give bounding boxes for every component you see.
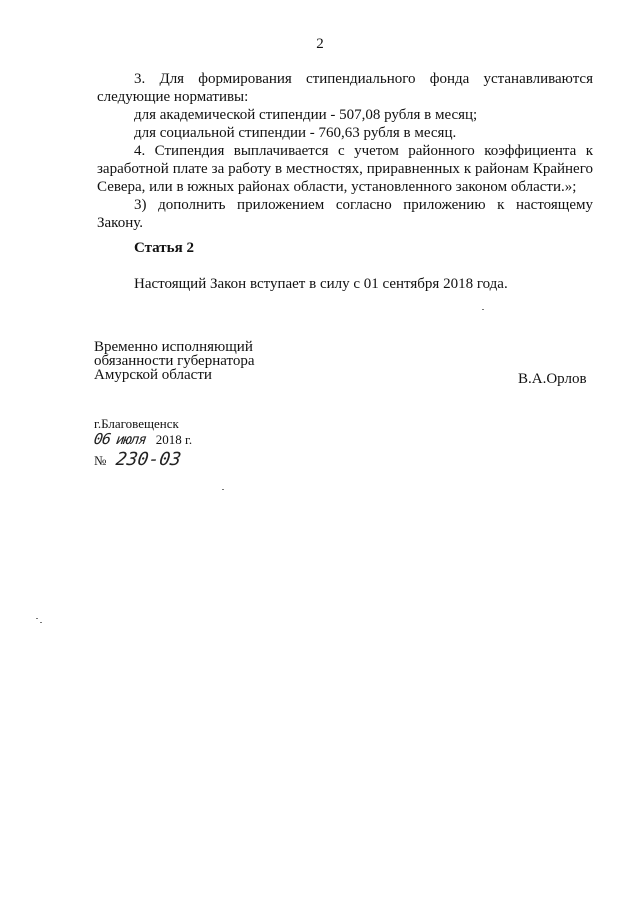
signatory-name: В.А.Орлов (518, 371, 587, 387)
scan-speck (36, 618, 38, 619)
paragraph-3-rest: следующие нормативы: (97, 89, 249, 105)
paragraph-3-first-line: 3. Для формирования стипендиального фонда устанавливаются (134, 71, 593, 87)
date-year: 2018 г. (155, 432, 193, 447)
academic-scholarship-line: для академической стипендии - 507,08 рубля в месяц; (134, 107, 478, 123)
handwritten-law-number: 230-03 (114, 449, 183, 470)
signatory-title (94, 340, 255, 382)
item-3: 3) дополнить приложением согласно приложению к настоящему Закону. (97, 197, 593, 231)
article-1-continuation (97, 70, 593, 232)
signatory-title-line-2: обязанности губернатора (94, 353, 255, 369)
city-name: г.Благовещенск (94, 416, 179, 431)
scan-speck (40, 622, 42, 623)
law-number-line (94, 449, 181, 470)
date-line (94, 430, 192, 448)
page-number: 2 (316, 36, 324, 52)
scan-speck (222, 489, 224, 490)
scan-speck (482, 309, 484, 310)
article-2-text: Настоящий Закон вступает в силу с 01 сентября 2018 года. (134, 276, 508, 292)
handwritten-month: июля (114, 432, 147, 448)
signatory-title-line-1: Временно исполняющий (94, 339, 253, 355)
number-sign: № (94, 453, 107, 468)
handwritten-day: 06 (92, 430, 112, 448)
social-scholarship-line: для социальной стипендии - 760,63 рубля в месяц. (134, 125, 457, 141)
signatory-title-line-3: Амурской области (94, 367, 212, 383)
paragraph-4: 4. Стипендия выплачивается с учетом районного коэффициента к заработной плате за работу в местностях, приравненных к районам Крайнего Севера, или в южных районах области, установленного законом области.»; (97, 143, 593, 195)
article-2-heading: Статья 2 (134, 240, 194, 256)
